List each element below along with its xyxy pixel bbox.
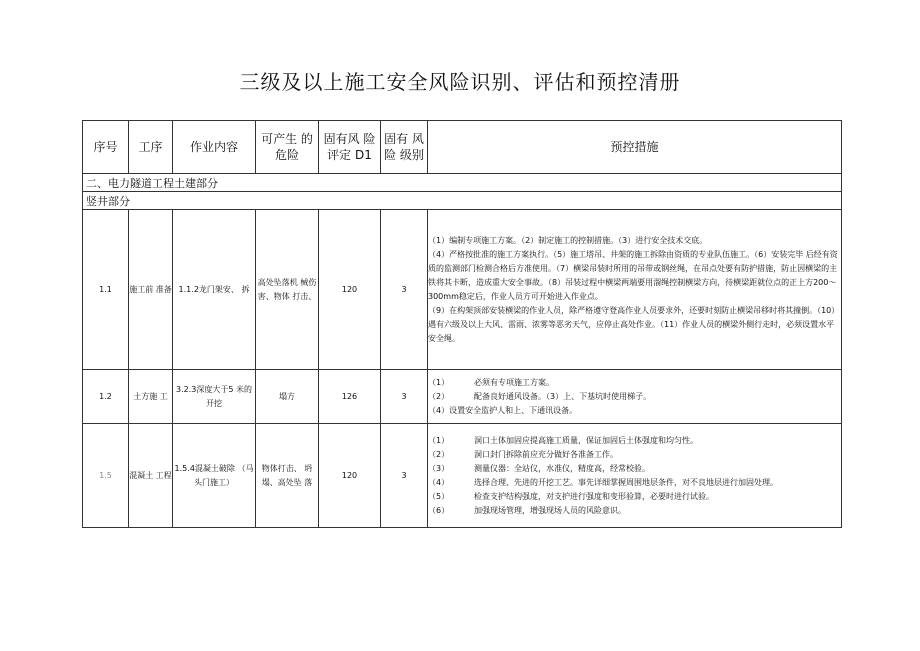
row-danger: 高处坠落机 械伤害、物体 打击、 <box>256 210 319 370</box>
table-row <box>83 210 842 370</box>
measure-text: 加强现场管理，增强现场人员的风险意识。 <box>474 505 626 515</box>
row-process: 施工前 准备 <box>129 210 173 370</box>
row-measures <box>428 370 842 424</box>
row-level: 3 <box>381 210 428 370</box>
row-level: 3 <box>381 370 428 424</box>
measure-line: （9）在构架顶部安装横梁的作业人员，除严格遵守登高作业人员要求外，还要时刻防止横梁吊移时将其撞倒。（10）遇有六级及以上大风、雷雨、浓雾等恶劣天气，应停止高处作业。（11）作业人员的横梁外侧行走时，必须设置水平安全绳。 <box>428 305 840 343</box>
measure-text: 洞口土体加固应提高施工质量，保证加固后土体强度和均匀性。 <box>474 435 698 445</box>
row-measures <box>428 210 842 370</box>
row-danger: 物体打击、 坍塌、高处坠 落 <box>256 424 319 528</box>
measure-text: 洞口封门拆除前应充分做好各准备工作。 <box>474 449 618 459</box>
row-d1: 120 <box>319 210 381 370</box>
measure-text: 必须有专项施工方案。 <box>474 377 554 387</box>
measure-number: （2） <box>428 391 450 401</box>
measure-line <box>428 376 841 390</box>
header-danger: 可产生 的危险 <box>256 121 319 174</box>
section-title: 二、电力隧道工程土建部分 <box>83 174 842 192</box>
measure-text: 选择合理、先进的开挖工艺。事先详细掌握周围地层条件，对不良地层进行加固处理。 <box>474 477 778 487</box>
header-risk-level: 固有 风险 级别 <box>381 121 428 174</box>
measure-text: （4）设置安全监护人和上、下通讯设备。 <box>428 405 578 415</box>
measure-number: （3） <box>428 463 450 473</box>
measure-text: 配备良好通风设备。（3）上、下基坑时使用梯子。 <box>474 391 652 401</box>
measure-text: 检查支护结构强度，对支护进行强度和变形验算，必要时进行试验。 <box>474 491 714 501</box>
row-content: 3.2.3深度大于5 米的开挖 <box>173 370 256 424</box>
row-d1: 120 <box>319 424 381 528</box>
row-content: 1.5.4混凝土破除 （马头门施工） <box>173 424 256 528</box>
measure-line <box>428 434 841 448</box>
row-process: 土方施 工 <box>129 370 173 424</box>
measure-line <box>428 476 841 490</box>
risk-table <box>82 120 842 528</box>
measure-line <box>428 448 841 462</box>
measure-line <box>428 404 841 418</box>
header-seq: 序号 <box>83 121 129 174</box>
header-process: 工序 <box>129 121 173 174</box>
row-seq: 1.2 <box>83 370 129 424</box>
measure-line <box>428 390 841 404</box>
measure-line <box>428 462 841 476</box>
row-measures <box>428 424 842 528</box>
measure-line <box>428 504 841 518</box>
table-row <box>83 370 842 424</box>
measure-line: （1）编制专项施工方案。（2）制定施工的控制措施。（3）进行安全技术交底。 <box>428 235 708 245</box>
measure-number: （2） <box>428 449 450 459</box>
measure-line <box>428 490 841 504</box>
row-seq: 1.1 <box>83 210 129 370</box>
row-danger: 塌方 <box>256 370 319 424</box>
subsection-row <box>83 192 842 210</box>
header-row <box>83 121 842 174</box>
header-measures: 预控措施 <box>428 121 842 174</box>
measure-number: （5） <box>428 491 450 501</box>
subsection-title: 竖井部分 <box>83 192 842 210</box>
measure-number: （1） <box>428 435 450 445</box>
measure-text: 测量仪器：全站仪，水准仪，精度高，经常校验。 <box>474 463 650 473</box>
section-row <box>83 174 842 192</box>
measure-number: （6） <box>428 505 450 515</box>
row-process: 混凝土 工程 <box>129 424 173 528</box>
row-seq: 1.5 <box>83 424 129 528</box>
header-content: 作业内容 <box>173 121 256 174</box>
measure-line: （4）严格按批准的施工方案执行。（5）施工塔吊、井架的施工拆除由资质的专业队伍施工。（6）安装完毕 后经有资质的监测部门检测合格后方准使用。（7）横梁吊装时所用的吊带或钢丝绳，在吊点处要有防护措施，防止因横梁的主铁将其卡断，造成重大安全事故。（8）吊装过程中横梁两端要用溜绳控制横梁方向，待横梁距就位点的正上方200～300mm稳定后，作业人员方可开始进入作业点。 <box>428 249 838 301</box>
header-inherent-d1: 固有风 险评定 D1 <box>319 121 381 174</box>
row-content: 1.1.2龙门架安、 拆 <box>173 210 256 370</box>
measure-number: （4） <box>428 477 450 487</box>
row-level: 3 <box>381 424 428 528</box>
document-title: 三级及以上施工安全风险识别、评估和预控清册 <box>239 70 681 94</box>
table-row <box>83 424 842 528</box>
measure-number: （1） <box>428 377 450 387</box>
row-d1: 126 <box>319 370 381 424</box>
